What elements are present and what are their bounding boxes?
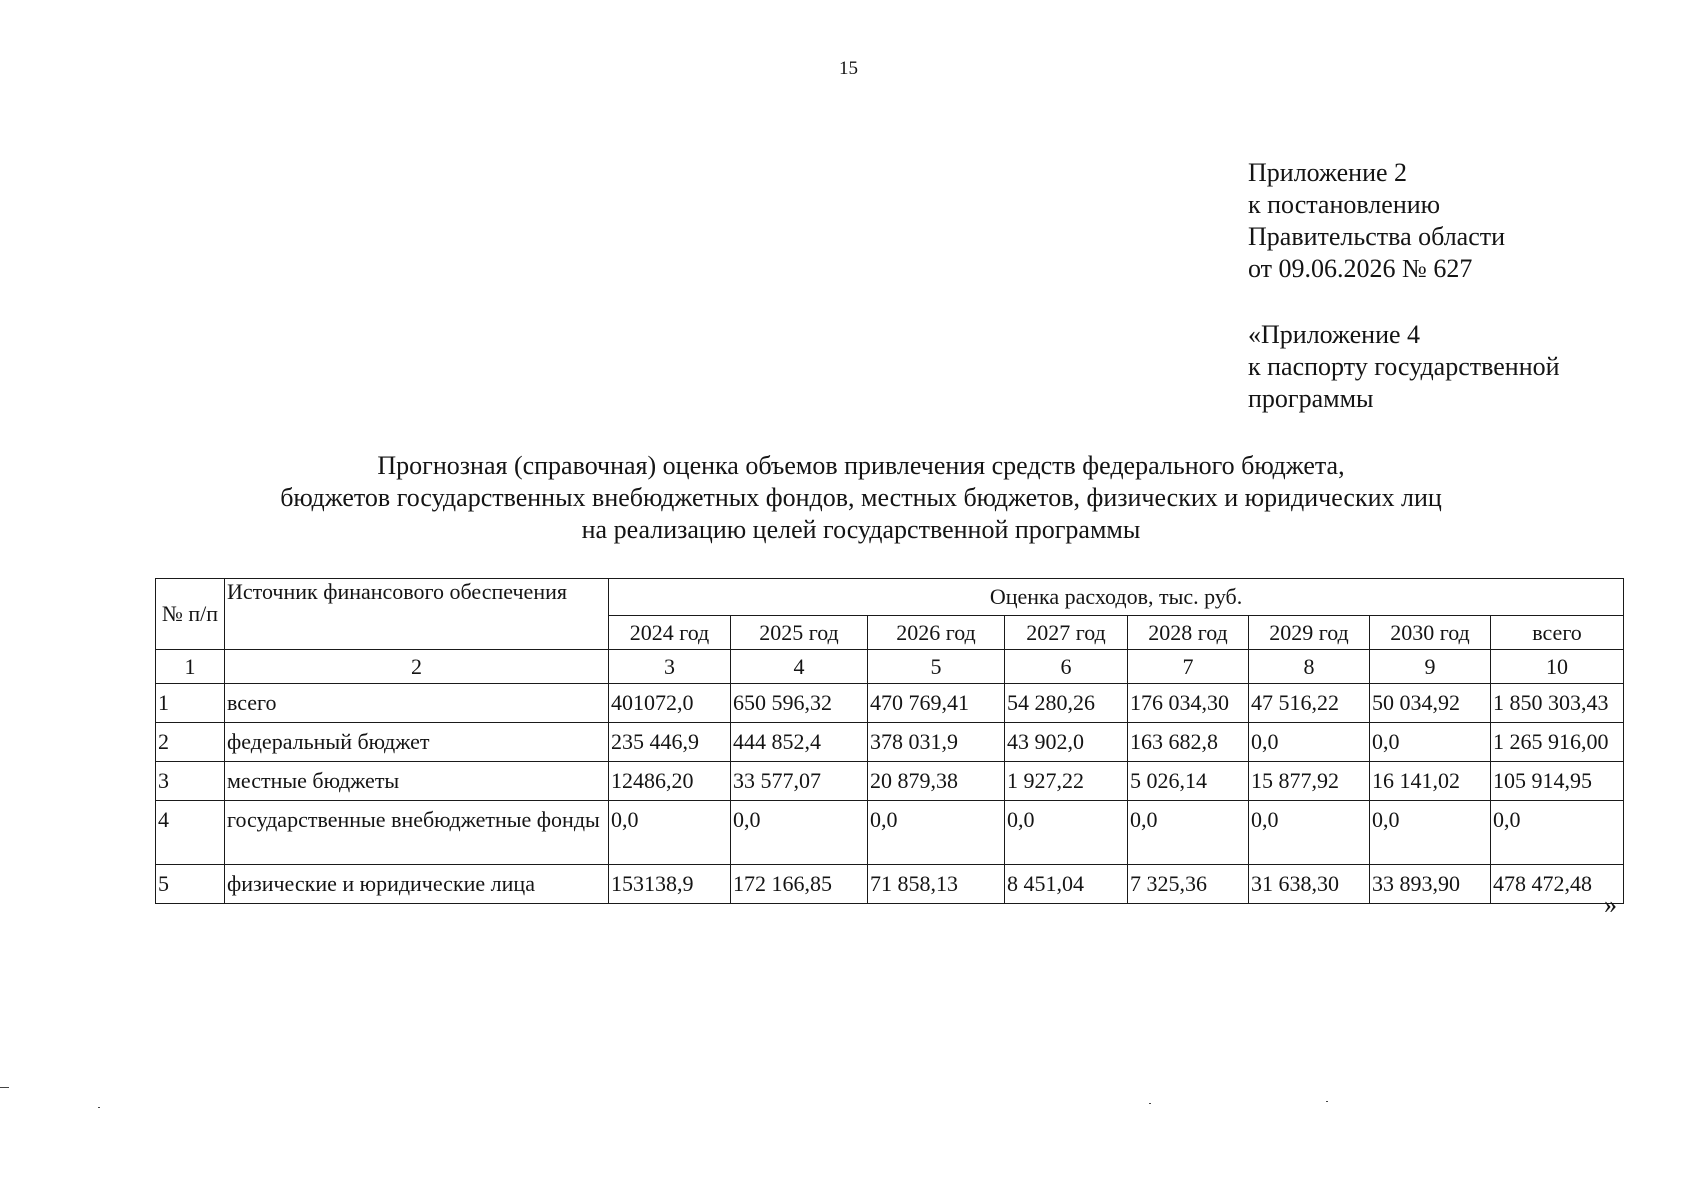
title-line: Прогнозная (справочная) оценка объемов привлечения средств федерального бюджета, <box>377 451 1345 480</box>
row-num: 4 <box>156 801 225 865</box>
row-value: 0,0 <box>1249 801 1370 865</box>
row-total: 0,0 <box>1491 801 1624 865</box>
column-number: 5 <box>868 650 1005 684</box>
table-row <box>156 762 1624 801</box>
row-value: 0,0 <box>868 801 1005 865</box>
row-value: 33 577,07 <box>731 762 868 801</box>
appendix-decree-block <box>1248 157 1505 285</box>
row-value: 5 026,14 <box>1128 762 1249 801</box>
row-value: 47 516,22 <box>1249 684 1370 723</box>
year-header: 2027 год <box>1005 616 1128 650</box>
funding-table <box>155 578 1624 904</box>
column-number: 2 <box>225 650 609 684</box>
column-number: 10 <box>1491 650 1624 684</box>
document-title <box>0 450 1697 546</box>
appendix-passport-block <box>1248 319 1560 415</box>
row-source: физические и юридические лица <box>225 865 609 904</box>
row-value: 470 769,41 <box>868 684 1005 723</box>
year-header: 2026 год <box>868 616 1005 650</box>
appendix-line: «Приложение 4 <box>1248 320 1421 349</box>
row-value: 0,0 <box>609 801 731 865</box>
row-value: 153138,9 <box>609 865 731 904</box>
row-value: 0,0 <box>1005 801 1128 865</box>
row-num: 1 <box>156 684 225 723</box>
page-number: 15 <box>839 58 858 79</box>
title-line: бюджетов государственных внебюджетных фондов, местных бюджетов, физических и юридических лиц <box>280 483 1442 512</box>
appendix-line: Приложение 2 <box>1248 158 1408 187</box>
appendix-line: от 09.06.2026 № 627 <box>1248 254 1473 283</box>
year-header: 2024 год <box>609 616 731 650</box>
table-row <box>156 801 1624 865</box>
header-source-cell: Источник финансового обеспечения <box>225 579 609 650</box>
row-source: местные бюджеты <box>225 762 609 801</box>
row-value: 0,0 <box>1370 801 1491 865</box>
appendix-line: к постановлению <box>1248 190 1441 219</box>
row-source: всего <box>225 684 609 723</box>
row-source: государственные внебюджетные фонды <box>225 801 609 865</box>
closing-quote: » <box>1604 890 1617 919</box>
appendix-line: программы <box>1248 384 1374 413</box>
appendix-line: к паспорту государственной <box>1248 352 1560 381</box>
column-number: 9 <box>1370 650 1491 684</box>
row-value: 8 451,04 <box>1005 865 1128 904</box>
row-value: 0,0 <box>731 801 868 865</box>
table-row <box>156 684 1624 723</box>
header-num-cell: № п/п <box>156 579 225 650</box>
row-value: 71 858,13 <box>868 865 1005 904</box>
row-value: 20 879,38 <box>868 762 1005 801</box>
row-value: 176 034,30 <box>1128 684 1249 723</box>
column-number: 3 <box>609 650 731 684</box>
row-num: 3 <box>156 762 225 801</box>
table-row <box>156 865 1624 904</box>
row-value: 401072,0 <box>609 684 731 723</box>
row-value: 0,0 <box>1249 723 1370 762</box>
row-value: 0,0 <box>1370 723 1491 762</box>
row-value: 378 031,9 <box>868 723 1005 762</box>
row-value: 650 596,32 <box>731 684 868 723</box>
row-value: 12486,20 <box>609 762 731 801</box>
year-header: 2025 год <box>731 616 868 650</box>
year-header: 2030 год <box>1370 616 1491 650</box>
row-value: 43 902,0 <box>1005 723 1128 762</box>
scan-artifact <box>98 1107 100 1108</box>
column-number: 7 <box>1128 650 1249 684</box>
year-header: 2028 год <box>1128 616 1249 650</box>
column-number: 1 <box>156 650 225 684</box>
column-number-row <box>156 650 1624 684</box>
scan-artifact <box>0 1087 9 1088</box>
row-value: 16 141,02 <box>1370 762 1491 801</box>
row-value: 15 877,92 <box>1249 762 1370 801</box>
title-line: на реализацию целей государственной программы <box>581 515 1141 544</box>
scan-artifact <box>1149 1103 1151 1104</box>
row-value: 50 034,92 <box>1370 684 1491 723</box>
row-value: 33 893,90 <box>1370 865 1491 904</box>
row-num: 2 <box>156 723 225 762</box>
header-estimate-cell: Оценка расходов, тыс. руб. <box>609 579 1624 616</box>
row-total: 478 472,48 <box>1491 865 1624 904</box>
row-value: 54 280,26 <box>1005 684 1128 723</box>
year-header: 2029 год <box>1249 616 1370 650</box>
row-value: 31 638,30 <box>1249 865 1370 904</box>
scan-artifact <box>1326 1101 1328 1102</box>
row-value: 163 682,8 <box>1128 723 1249 762</box>
column-number: 6 <box>1005 650 1128 684</box>
row-value: 7 325,36 <box>1128 865 1249 904</box>
appendix-line: Правительства области <box>1248 222 1506 251</box>
table-row <box>156 723 1624 762</box>
column-number: 8 <box>1249 650 1370 684</box>
row-value: 1 927,22 <box>1005 762 1128 801</box>
row-total: 1 850 303,43 <box>1491 684 1624 723</box>
row-total: 1 265 916,00 <box>1491 723 1624 762</box>
column-number: 4 <box>731 650 868 684</box>
row-total: 105 914,95 <box>1491 762 1624 801</box>
total-header: всего <box>1491 616 1624 650</box>
header-row <box>156 579 1624 616</box>
row-source: федеральный бюджет <box>225 723 609 762</box>
row-value: 172 166,85 <box>731 865 868 904</box>
row-num: 5 <box>156 865 225 904</box>
row-value: 235 446,9 <box>609 723 731 762</box>
row-value: 0,0 <box>1128 801 1249 865</box>
row-value: 444 852,4 <box>731 723 868 762</box>
